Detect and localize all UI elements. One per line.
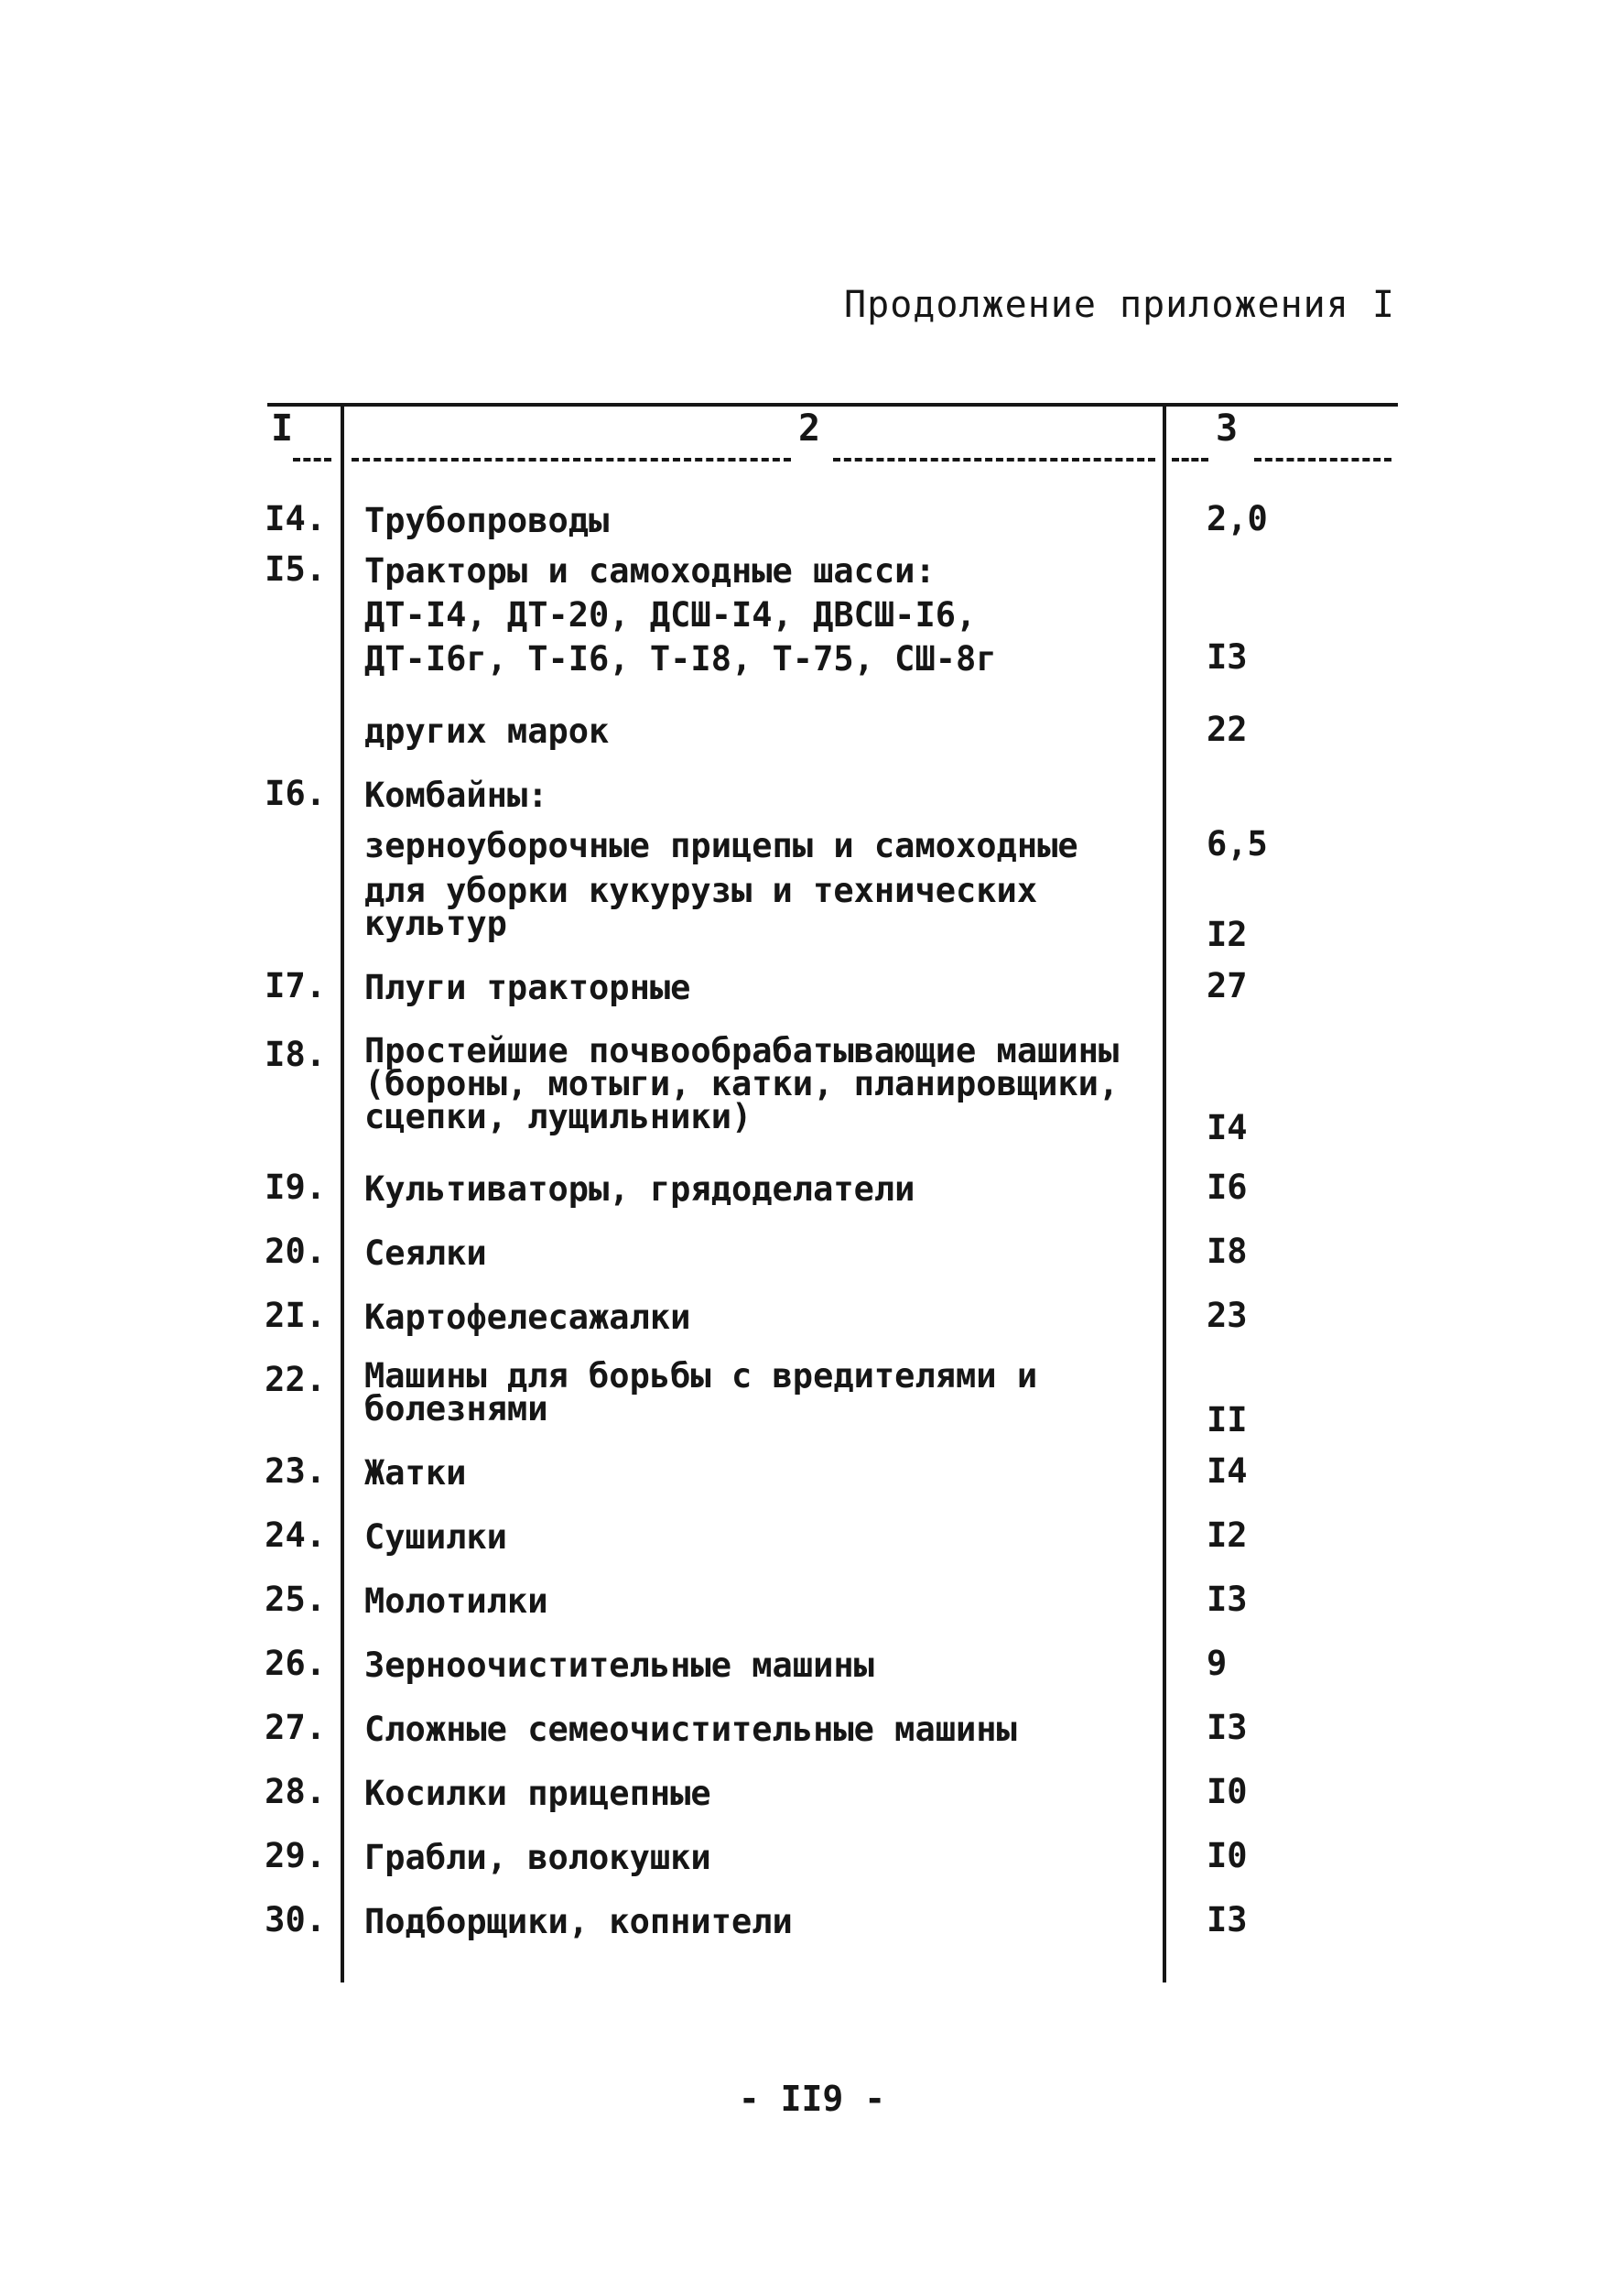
row-description bbox=[364, 774, 1152, 818]
row-description bbox=[364, 710, 1152, 754]
row-description bbox=[364, 1772, 1152, 1816]
description-line: Зерноочистительные машины bbox=[364, 1646, 874, 1685]
table-top-rule bbox=[267, 403, 1398, 407]
description-line: Комбайны: bbox=[364, 776, 548, 815]
row-number: 27. bbox=[265, 1708, 326, 1747]
description-line: сцепки, лущильники) bbox=[364, 1097, 752, 1136]
row-number: 20. bbox=[265, 1232, 326, 1271]
row-value: I3 bbox=[1207, 1900, 1248, 1939]
row-description bbox=[364, 824, 1152, 868]
row-value: I3 bbox=[1207, 637, 1248, 677]
row-value: I3 bbox=[1207, 1580, 1248, 1619]
row-description bbox=[364, 1031, 1152, 1136]
row-value: I4 bbox=[1207, 1451, 1248, 1491]
description-line: Простейшие почвообрабатывающие машины bbox=[364, 1031, 1120, 1070]
header-dash-3a bbox=[1172, 458, 1208, 462]
description-line: Жатки bbox=[364, 1453, 467, 1493]
header-dash-3b bbox=[1254, 458, 1391, 462]
row-description bbox=[364, 499, 1152, 543]
column-header-3: 3 bbox=[1216, 407, 1239, 450]
row-description bbox=[364, 966, 1152, 1010]
row-value: 6,5 bbox=[1207, 824, 1268, 864]
header-dash-2a bbox=[352, 458, 791, 462]
row-description bbox=[364, 1232, 1152, 1276]
row-description bbox=[364, 1900, 1152, 1944]
row-description bbox=[364, 549, 1152, 681]
row-number: 24. bbox=[265, 1515, 326, 1555]
row-value: I0 bbox=[1207, 1836, 1248, 1875]
continuation-caption: Продолжение приложения I bbox=[844, 284, 1395, 326]
description-line: Тракторы и самоходные шасси: bbox=[364, 551, 936, 591]
row-description bbox=[364, 1836, 1152, 1880]
row-number: 30. bbox=[265, 1900, 326, 1939]
row-number: I8. bbox=[265, 1035, 326, 1074]
row-value: 2,0 bbox=[1207, 499, 1268, 538]
column-divider-2 bbox=[1163, 403, 1166, 1982]
row-number: 29. bbox=[265, 1836, 326, 1875]
row-description bbox=[364, 1356, 1152, 1428]
description-line: Машины для борьбы с вредителями и bbox=[364, 1356, 1038, 1396]
description-line: Сложные семеочистительные машины bbox=[364, 1710, 1017, 1749]
row-value: I2 bbox=[1207, 1515, 1248, 1555]
description-line: культур bbox=[364, 904, 507, 943]
row-value: I4 bbox=[1207, 1108, 1248, 1147]
row-number: 22. bbox=[265, 1360, 326, 1399]
row-description bbox=[364, 871, 1152, 943]
description-line: ДТ-I6г, Т-I6, Т-I8, Т-75, СШ-8г bbox=[364, 639, 997, 679]
description-line: зерноуборочные прицепы и самоходные bbox=[364, 826, 1078, 865]
row-description bbox=[364, 1644, 1152, 1688]
row-value: I2 bbox=[1207, 915, 1248, 954]
row-value: 9 bbox=[1207, 1644, 1228, 1683]
header-dash-2b bbox=[833, 458, 1155, 462]
row-description bbox=[364, 1708, 1152, 1752]
column-divider-1 bbox=[341, 403, 344, 1982]
row-value: II bbox=[1207, 1400, 1248, 1439]
row-number: 28. bbox=[265, 1772, 326, 1811]
description-line: Сушилки bbox=[364, 1517, 507, 1557]
row-description bbox=[364, 1296, 1152, 1340]
description-line: Культиваторы, грядоделатели bbox=[364, 1169, 915, 1209]
row-number: I9. bbox=[265, 1168, 326, 1207]
description-line: Молотилки bbox=[364, 1581, 548, 1621]
row-value: 22 bbox=[1207, 710, 1248, 749]
row-number: 25. bbox=[265, 1580, 326, 1619]
row-value: I6 bbox=[1207, 1168, 1248, 1207]
description-line: Трубопроводы bbox=[364, 501, 610, 540]
row-number: 26. bbox=[265, 1644, 326, 1683]
row-description bbox=[364, 1168, 1152, 1211]
row-value: I3 bbox=[1207, 1708, 1248, 1747]
row-description bbox=[364, 1580, 1152, 1624]
row-value: I8 bbox=[1207, 1232, 1248, 1271]
column-header-1: I bbox=[271, 407, 294, 450]
description-line: болезнями bbox=[364, 1389, 548, 1428]
description-line: Сеялки bbox=[364, 1233, 487, 1273]
row-number: I7. bbox=[265, 966, 326, 1005]
row-description bbox=[364, 1515, 1152, 1559]
row-value: 23 bbox=[1207, 1296, 1248, 1335]
row-number: I4. bbox=[265, 499, 326, 538]
row-number: I5. bbox=[265, 549, 326, 589]
header-dash-1 bbox=[293, 458, 331, 462]
description-line: Картофелесажалки bbox=[364, 1298, 691, 1337]
row-value: 27 bbox=[1207, 966, 1248, 1005]
description-line: для уборки кукурузы и технических bbox=[364, 871, 1038, 910]
description-line: Плуги тракторные bbox=[364, 968, 691, 1007]
description-line: Подборщики, копнители bbox=[364, 1902, 793, 1941]
description-line: (бороны, мотыги, катки, планировщики, bbox=[364, 1064, 1120, 1103]
description-line: ДТ-I4, ДТ-20, ДСШ-I4, ДВСШ-I6, bbox=[364, 595, 977, 635]
row-number: I6. bbox=[265, 774, 326, 813]
description-line: других марок bbox=[364, 711, 610, 751]
description-line: Грабли, волокушки bbox=[364, 1838, 711, 1877]
row-number: 23. bbox=[265, 1451, 326, 1491]
row-value: I0 bbox=[1207, 1772, 1248, 1811]
page-number: - II9 - bbox=[738, 2079, 886, 2119]
column-header-2: 2 bbox=[798, 407, 821, 450]
row-number: 2I. bbox=[265, 1296, 326, 1335]
row-description bbox=[364, 1451, 1152, 1495]
description-line: Косилки прицепные bbox=[364, 1774, 711, 1813]
